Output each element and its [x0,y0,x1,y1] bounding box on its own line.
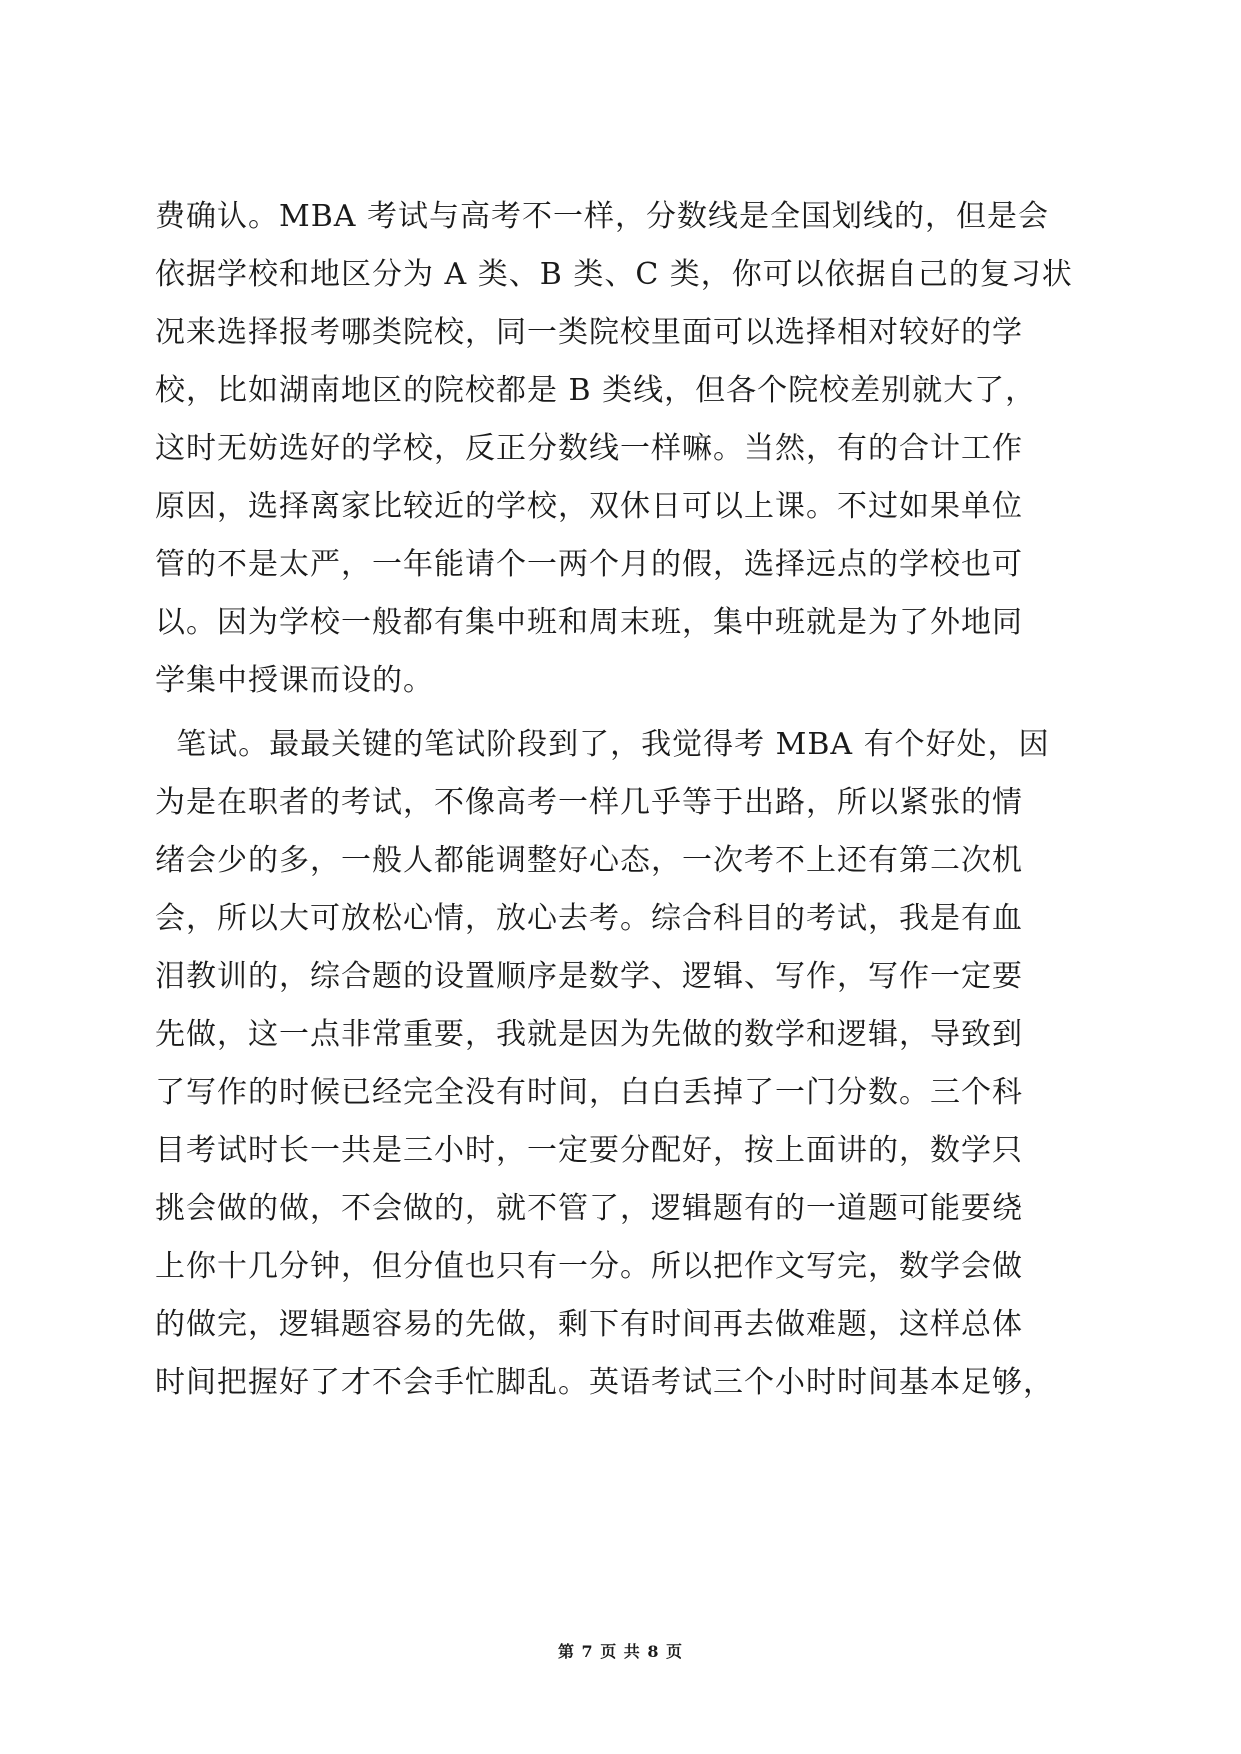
text-line: 的做完，逻辑题容易的先做，剩下有时间再去做难题，这样总体 [155,1307,1023,1342]
text-line: 这时无妨选好的学校，反正分数线一样嘛。当然，有的合计工作 [155,431,1023,466]
text-line: 笔试。最最关键的笔试阶段到了，我觉得考 MBA 有个好处，因 [155,727,1050,762]
text-line: 为是在职者的考试，不像高考一样几乎等于出路，所以紧张的情 [155,785,1023,820]
text-line: 依据学校和地区分为 A 类、B 类、C 类，你可以依据自己的复习状 [155,257,1073,292]
text-line: 泪教训的，综合题的设置顺序是数学、逻辑、写作，写作一定要 [155,959,1023,994]
text-line: 先做，这一点非常重要，我就是因为先做的数学和逻辑，导致到 [155,1017,1023,1052]
text-line: 绪会少的多，一般人都能调整好心态，一次考不上还有第二次机 [155,843,1023,878]
text-line: 校，比如湖南地区的院校都是 B 类线，但各个院校差别就大了， [155,373,1037,408]
text-line: 管的不是太严，一年能请个一两个月的假，选择远点的学校也可 [155,547,1023,582]
text-line: 了写作的时候已经完全没有时间，白白丢掉了一门分数。三个科 [155,1075,1023,1110]
text-line: 时间把握好了才不会手忙脚乱。英语考试三个小时时间基本足够， [155,1365,1054,1400]
text-line: 以。因为学校一般都有集中班和周末班，集中班就是为了外地同 [155,605,1023,640]
page-number-footer: 第 7 页 共 8 页 [557,1642,684,1661]
text-line: 上你十几分钟，但分值也只有一分。所以把作文写完，数学会做 [155,1249,1023,1284]
text-line: 会，所以大可放松心情，放心去考。综合科目的考试，我是有血 [155,901,1023,936]
text-line: 原因，选择离家比较近的学校，双休日可以上课。不过如果单位 [155,489,1023,524]
text-line: 学集中授课而设的。 [155,663,434,698]
text-line: 况来选择报考哪类院校，同一类院校里面可以选择相对较好的学 [155,315,1023,350]
body-text [155,188,1095,1412]
text-line: 费确认。MBA 考试与高考不一样，分数线是全国划线的，但是会 [155,199,1049,234]
text-line: 目考试时长一共是三小时，一定要分配好，按上面讲的，数学只 [155,1133,1023,1168]
text-line: 挑会做的做，不会做的，就不管了，逻辑题有的一道题可能要绕 [155,1191,1023,1226]
